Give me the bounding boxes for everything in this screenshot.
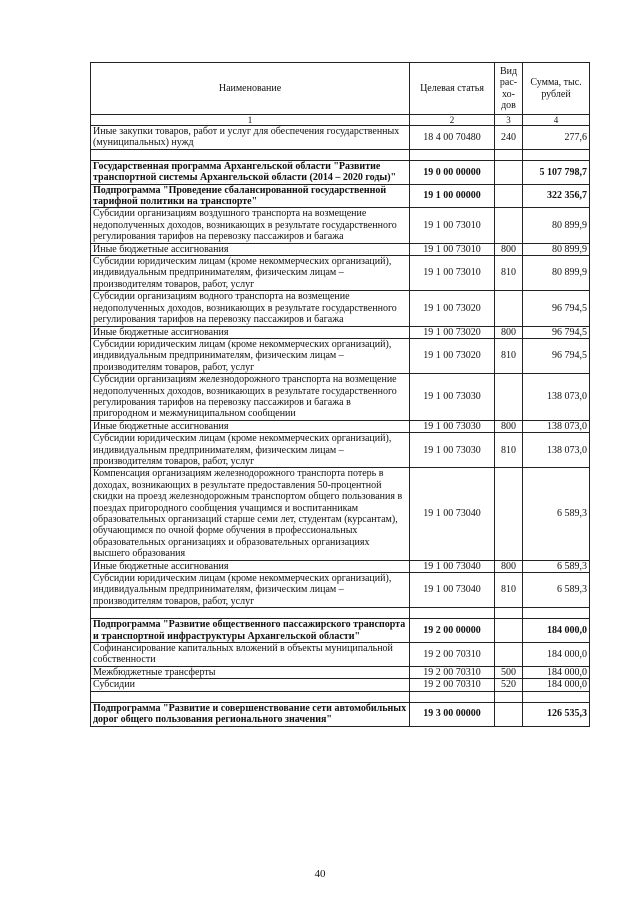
code-cell: 19 1 00 73010 — [410, 208, 495, 243]
table-row — [91, 291, 590, 326]
kind-cell — [495, 208, 523, 243]
empty-cell — [91, 691, 410, 702]
name-cell: Межбюджетные трансферты — [91, 666, 410, 678]
sum-cell: 96 794,5 — [523, 291, 590, 326]
sum-cell: 184 000,0 — [523, 643, 590, 667]
column-index: 4 — [523, 115, 590, 126]
name-cell: Иные бюджетные ассигнования — [91, 243, 410, 255]
kind-cell — [495, 468, 523, 560]
table-row — [91, 679, 590, 691]
sum-cell: 80 899,9 — [523, 256, 590, 291]
kind-cell: 800 — [495, 420, 523, 432]
code-cell: 19 2 00 70310 — [410, 643, 495, 667]
kind-cell — [495, 291, 523, 326]
empty-cell — [523, 149, 590, 160]
table-row — [91, 184, 590, 208]
table-row — [91, 326, 590, 338]
code-cell: 19 3 00 00000 — [410, 702, 495, 726]
kind-cell: 240 — [495, 126, 523, 150]
name-cell: Субсидии организациям водного транспорта на возмещение недополученных доходов, возникающих в результате государственного регулирования тарифов на перевозку пассажиров и багажа — [91, 291, 410, 326]
column-index-row — [91, 115, 590, 126]
name-cell: Субсидии юридическим лицам (кроме некоммерческих организаций), индивидуальным предпринимателям, физическим лицам – производителям товаров, работ, услуг — [91, 433, 410, 468]
empty-cell — [410, 608, 495, 619]
sum-cell: 184 000,0 — [523, 666, 590, 678]
kind-cell: 810 — [495, 256, 523, 291]
table-row — [91, 160, 590, 184]
code-cell: 19 1 00 73010 — [410, 256, 495, 291]
sum-cell: 6 589,3 — [523, 468, 590, 560]
kind-cell — [495, 160, 523, 184]
kind-cell — [495, 702, 523, 726]
table-row — [91, 468, 590, 560]
name-cell: Субсидии юридическим лицам (кроме некоммерческих организаций), индивидуальным предпринимателям, физическим лицам – производителям товаров, работ, услуг — [91, 338, 410, 373]
kind-cell: 810 — [495, 573, 523, 608]
table-row — [91, 619, 590, 643]
name-cell: Субсидии юридическим лицам (кроме некоммерческих организаций), индивидуальным предпринимателям, физическим лицам – производителям товаров, работ, услуг — [91, 256, 410, 291]
sum-cell: 6 589,3 — [523, 573, 590, 608]
table-row — [91, 702, 590, 726]
name-cell: Субсидии организациям воздушного транспорта на возмещение недополученных доходов, возникающих в результате государственного регулирования тарифов на перевозку пассажиров и багажа — [91, 208, 410, 243]
column-index: 2 — [410, 115, 495, 126]
column-index: 1 — [91, 115, 410, 126]
sum-cell: 138 073,0 — [523, 374, 590, 421]
table-row — [91, 643, 590, 667]
kind-cell: 810 — [495, 338, 523, 373]
code-cell: 19 1 00 73030 — [410, 374, 495, 421]
page-number: 40 — [314, 868, 326, 880]
code-cell: 19 1 00 73020 — [410, 338, 495, 373]
sum-cell: 184 000,0 — [523, 619, 590, 643]
blank-row — [91, 691, 590, 702]
code-cell: 19 1 00 73040 — [410, 468, 495, 560]
name-cell: Субсидии юридическим лицам (кроме некоммерческих организаций), индивидуальным предпринимателям, физическим лицам – производителям товаров, работ, услуг — [91, 573, 410, 608]
table-row — [91, 338, 590, 373]
name-cell: Субсидии организациям железнодорожного транспорта на возмещение недополученных доходов, возникающих в результате государственного регулирования тарифов на перевозку пассажиров и багажа в пригородном и межмуниципальном сообщении — [91, 374, 410, 421]
code-cell: 19 1 00 73030 — [410, 420, 495, 432]
table-row — [91, 420, 590, 432]
empty-cell — [495, 608, 523, 619]
table-row — [91, 243, 590, 255]
column-index: 3 — [495, 115, 523, 126]
name-cell: Иные бюджетные ассигнования — [91, 420, 410, 432]
name-cell: Иные бюджетные ассигнования — [91, 326, 410, 338]
table-row — [91, 560, 590, 572]
code-cell: 19 1 00 73030 — [410, 433, 495, 468]
table-row — [91, 126, 590, 150]
kind-cell — [495, 619, 523, 643]
kind-cell: 800 — [495, 326, 523, 338]
name-cell: Субсидии — [91, 679, 410, 691]
empty-cell — [91, 608, 410, 619]
sum-cell: 126 535,3 — [523, 702, 590, 726]
empty-cell — [523, 608, 590, 619]
code-cell: 19 1 00 73040 — [410, 573, 495, 608]
table-row — [91, 666, 590, 678]
code-cell: 19 1 00 73010 — [410, 243, 495, 255]
kind-cell — [495, 374, 523, 421]
empty-cell — [495, 149, 523, 160]
table-row — [91, 256, 590, 291]
code-cell: 19 2 00 70310 — [410, 666, 495, 678]
table-row — [91, 573, 590, 608]
sum-cell: 80 899,9 — [523, 243, 590, 255]
header-code: Целевая статья — [410, 63, 495, 115]
sum-cell: 184 000,0 — [523, 679, 590, 691]
kind-cell — [495, 643, 523, 667]
code-cell: 19 2 00 00000 — [410, 619, 495, 643]
code-cell: 19 1 00 00000 — [410, 184, 495, 208]
header-kind: Вид рас- хо- дов — [495, 63, 523, 115]
code-cell: 19 0 00 00000 — [410, 160, 495, 184]
name-cell: Подпрограмма "Развитие общественного пассажирского транспорта и транспортной инфраструктуры Архангельской области" — [91, 619, 410, 643]
name-cell: Иные закупки товаров, работ и услуг для обеспечения государственных (муниципальных) нужд — [91, 126, 410, 150]
code-cell: 19 1 00 73020 — [410, 291, 495, 326]
empty-cell — [410, 691, 495, 702]
name-cell: Иные бюджетные ассигнования — [91, 560, 410, 572]
code-cell: 19 2 00 70310 — [410, 679, 495, 691]
kind-cell: 520 — [495, 679, 523, 691]
name-cell: Подпрограмма "Развитие и совершенствование сети автомобильных дорог общего пользования регионального значения" — [91, 702, 410, 726]
table-row — [91, 208, 590, 243]
name-cell: Государственная программа Архангельской области "Развитие транспортной системы Архангельской области (2014 – 2020 годы)" — [91, 160, 410, 184]
blank-row — [91, 149, 590, 160]
table-row — [91, 374, 590, 421]
sum-cell: 96 794,5 — [523, 326, 590, 338]
kind-cell: 800 — [495, 243, 523, 255]
sum-cell: 6 589,3 — [523, 560, 590, 572]
sum-cell: 138 073,0 — [523, 420, 590, 432]
empty-cell — [410, 149, 495, 160]
empty-cell — [523, 691, 590, 702]
name-cell: Подпрограмма "Проведение сбалансированной государственной тарифной политики на транспорте" — [91, 184, 410, 208]
table-body — [91, 126, 590, 727]
sum-cell: 277,6 — [523, 126, 590, 150]
empty-cell — [495, 691, 523, 702]
code-cell: 18 4 00 70480 — [410, 126, 495, 150]
budget-table — [90, 62, 590, 727]
name-cell: Софинансирование капитальных вложений в объекты муниципальной собственности — [91, 643, 410, 667]
table-row — [91, 433, 590, 468]
kind-cell: 810 — [495, 433, 523, 468]
code-cell: 19 1 00 73020 — [410, 326, 495, 338]
blank-row — [91, 608, 590, 619]
header-name: Наименование — [91, 63, 410, 115]
kind-cell: 800 — [495, 560, 523, 572]
sum-cell: 5 107 798,7 — [523, 160, 590, 184]
name-cell: Компенсация организациям железнодорожного транспорта потерь в доходах, возникающих в результате предоставления 50-процентной скидки на проезд железнодорожным транспортом общего пользования в поездах пригородного сообщения учащимся и воспитанникам образовательных организаций старше семи лет, студентам (курсантам), обучающимся по очной форме обучения в профессиональных образовательных организациях и образовательных организациях высшего образования — [91, 468, 410, 560]
empty-cell — [91, 149, 410, 160]
kind-cell: 500 — [495, 666, 523, 678]
table-header-row — [91, 63, 590, 115]
kind-cell — [495, 184, 523, 208]
sum-cell: 80 899,9 — [523, 208, 590, 243]
code-cell: 19 1 00 73040 — [410, 560, 495, 572]
sum-cell: 96 794,5 — [523, 338, 590, 373]
header-sum: Сумма, тыс. рублей — [523, 63, 590, 115]
sum-cell: 322 356,7 — [523, 184, 590, 208]
sum-cell: 138 073,0 — [523, 433, 590, 468]
